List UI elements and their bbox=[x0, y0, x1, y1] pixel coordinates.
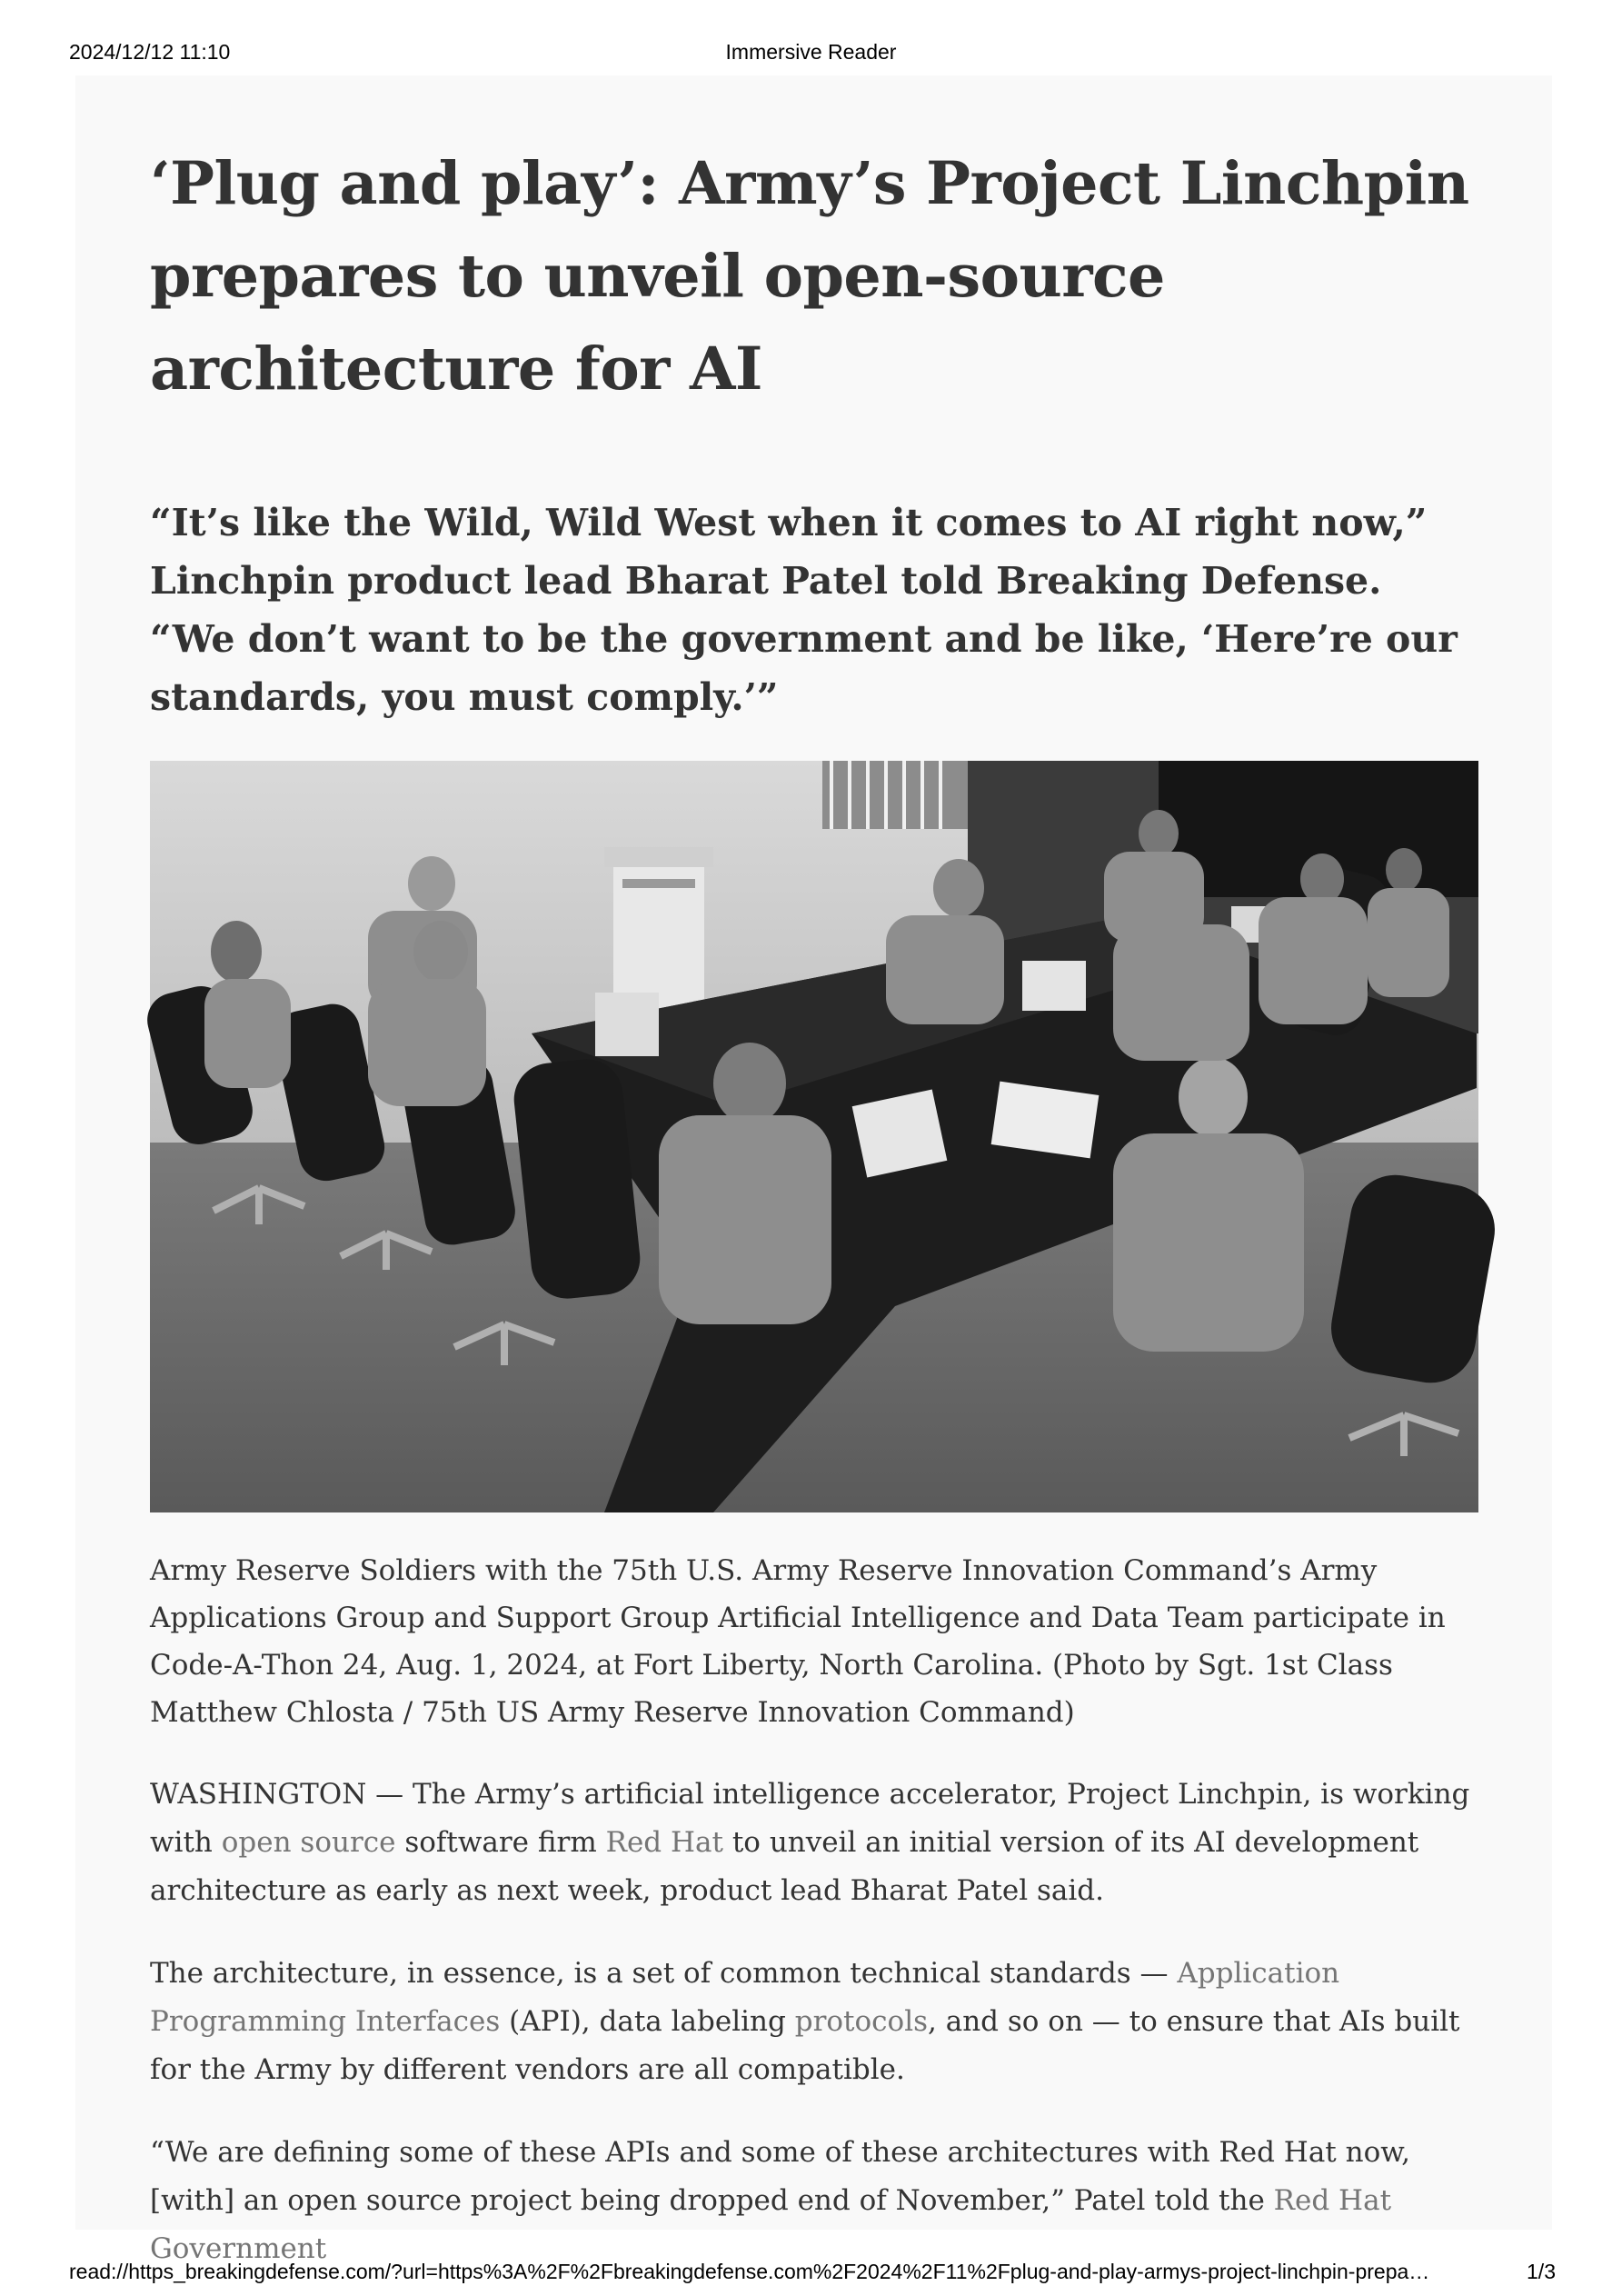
print-footer bbox=[0, 2260, 1622, 2287]
paragraph-text: The architecture, in essence, is a set of common technical standards — bbox=[150, 1957, 1178, 1990]
article-paragraph bbox=[150, 1771, 1478, 1915]
article-headline: ‘Plug and play’: Army’s Project Linchpin prepares to unveil open-source architecture for AI bbox=[150, 149, 1469, 404]
article-photo bbox=[150, 761, 1478, 1512]
paragraph-text: “We are defining some of these APIs and some of these architectures with Red Hat now, [with] an open source project being dropped end of November,” Patel told the bbox=[150, 2136, 1410, 2217]
article-paragraph bbox=[150, 2129, 1478, 2273]
paragraph-text: to unveil an initial version of its AI development architecture as early as next week, product lead Bharat Patel said. bbox=[150, 1826, 1419, 1907]
link-application-programming-interfaces[interactable]: Application Programming Interfaces bbox=[150, 1957, 1340, 2038]
print-source-url: read://https_breakingdefense.com/?url=https%3A%2F%2Fbreakingdefense.com%2F2024%2F11%2Fplug-and-play-armys-project-linchpin-prepa… bbox=[69, 2260, 1430, 2283]
paragraph-text: WASHINGTON — The Army’s artificial intelligence accelerator, Project Linchpin, is working with bbox=[150, 1778, 1470, 1859]
print-header bbox=[0, 40, 1622, 67]
print-page-number: 1/3 bbox=[1527, 2260, 1556, 2283]
paragraph-text: , and so on — to ensure that AIs built for the Army by different vendors are all compatible. bbox=[150, 2005, 1460, 2086]
paragraph-text: (API), data labeling bbox=[500, 2005, 795, 2038]
photo-soldiers-at-conference-table bbox=[150, 761, 1478, 1512]
link-open-source[interactable]: open source bbox=[221, 1826, 396, 1859]
paragraph-text: software firm bbox=[395, 1826, 606, 1859]
print-page-title: Immersive Reader bbox=[725, 40, 897, 64]
link-protocols[interactable]: protocols bbox=[794, 2005, 929, 2038]
article-paragraph bbox=[150, 1950, 1478, 2094]
link-red-hat-government[interactable]: Red Hat Government bbox=[150, 2184, 1392, 2265]
link-red-hat[interactable]: Red Hat bbox=[605, 1826, 723, 1859]
reader-sheet bbox=[75, 75, 1552, 2265]
print-datetime: 2024/12/12 11:10 bbox=[69, 40, 231, 64]
photo-caption: Army Reserve Soldiers with the 75th U.S. Army Reserve Innovation Command’s Army Applications Group and Support Group Artificial Intelligence and Data Team participate in Code-A-Thon 24, Aug. 1, 2024, at Fort Liberty, North Carolina. (Photo by Sgt. 1st Class Matthew Chlosta / 75th US Army Reserve Innovation Command) bbox=[150, 1554, 1446, 1729]
article-content bbox=[150, 137, 1478, 2273]
article-standfirst: “It’s like the Wild, Wild West when it comes to AI right now,” Linchpin product lead Bharat Patel told Breaking Defense. “We don’t want to be the government and be like, ‘Here’re our standards, you must comply.’” bbox=[150, 501, 1458, 719]
